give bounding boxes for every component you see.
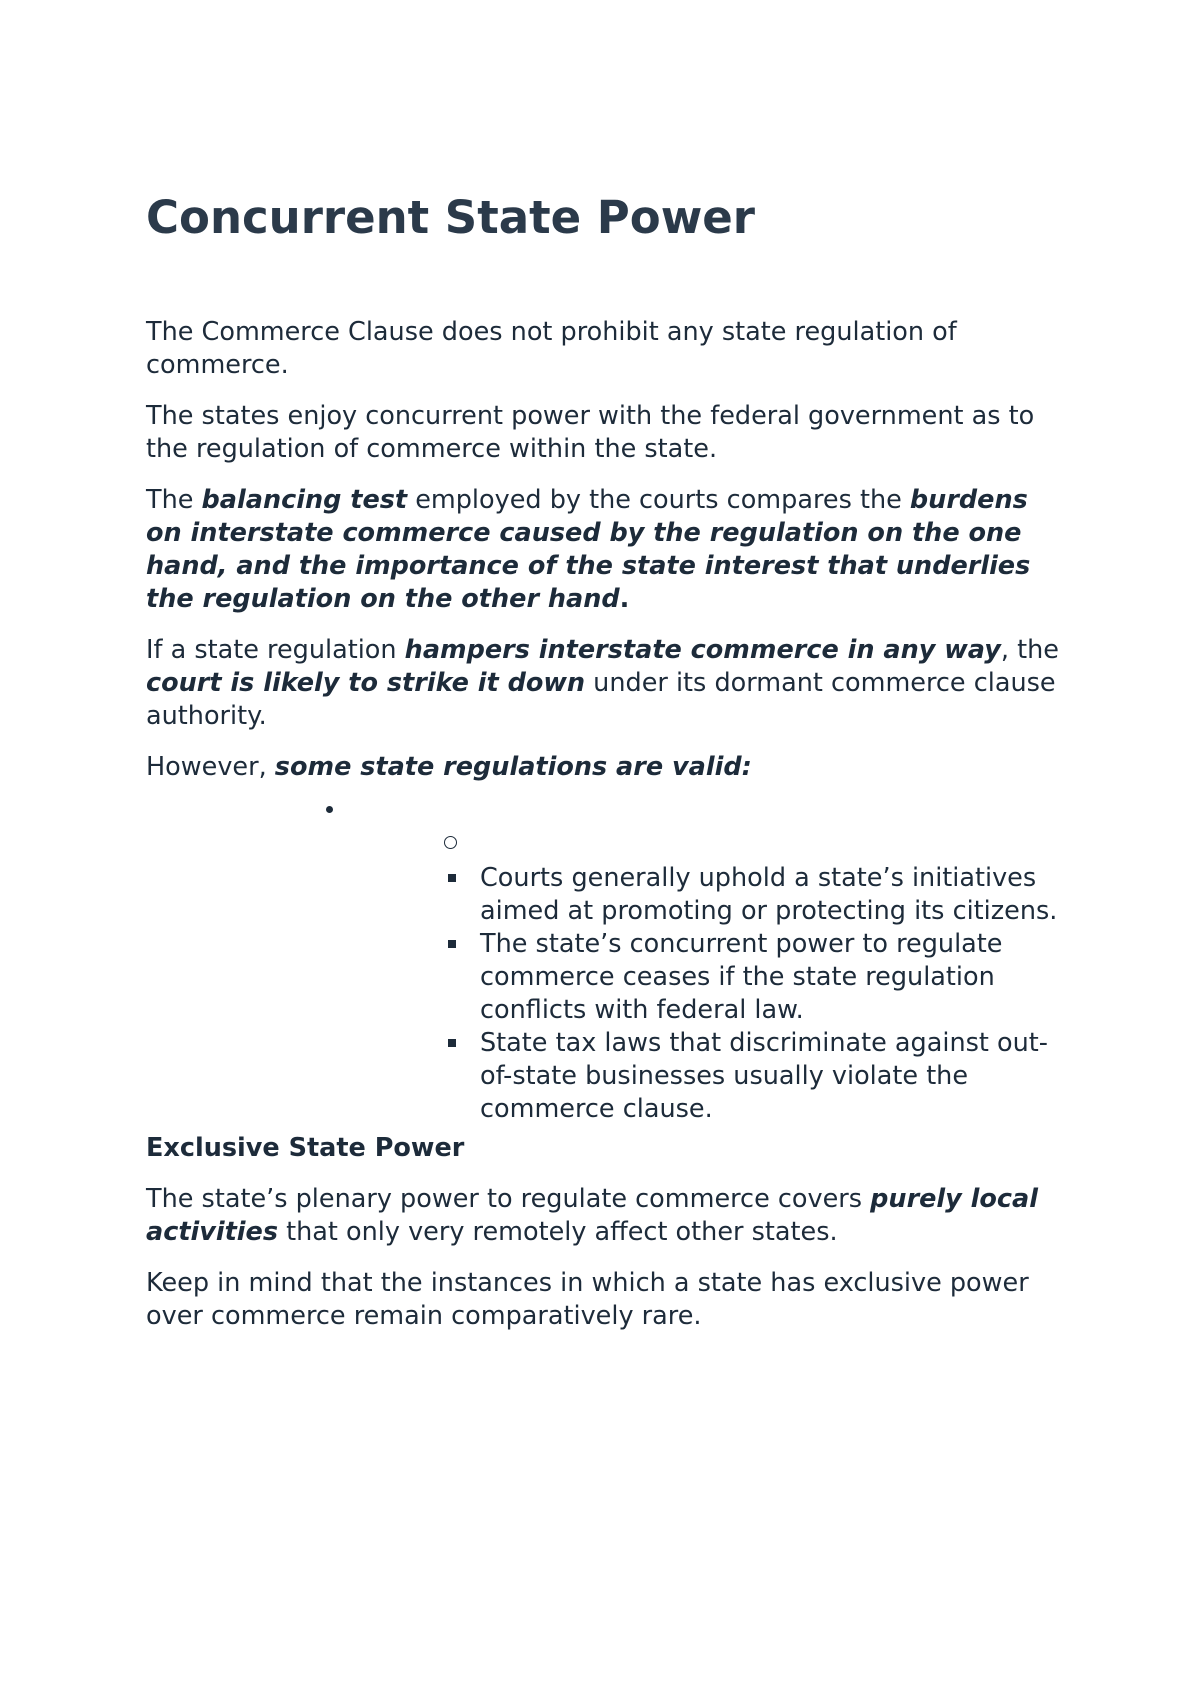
paragraph-3-emphasis-1: balancing test xyxy=(201,485,408,515)
paragraph-2: The states enjoy concurrent power with the federal government as to the regulation of commerce within the state. xyxy=(146,401,1035,464)
list-item-text: The state’s concurrent power to regulate commerce ceases if the state regulation conflicts with federal law. xyxy=(480,929,1003,1025)
paragraph-3-text-1: The xyxy=(146,485,202,515)
page-title: Concurrent State Power xyxy=(146,191,755,244)
square-bullet-icon xyxy=(448,1039,456,1047)
paragraph-6-text-1: The state’s plenary power to regulate commerce covers xyxy=(146,1184,871,1214)
paragraph-3-emphasis-2: burdens on interstate commerce caused by the regulation on the one hand, and the importance of the state interest that underlies the regulation on the other hand xyxy=(146,485,1031,614)
hollow-circle-bullet-icon xyxy=(444,836,457,849)
list-item-text: Courts generally uphold a state’s initiatives aimed at promoting or protecting its citizens. xyxy=(480,863,1058,926)
bullet-dot-icon xyxy=(326,806,333,813)
document-body xyxy=(146,190,1066,1351)
square-bullet-icon xyxy=(448,940,456,948)
paragraph-4-text-3: under its dormant commerce clause authority. xyxy=(146,668,1056,731)
paragraph-4-emphasis-1: hampers interstate commerce in any way xyxy=(404,635,1001,665)
paragraph-5-emphasis-1: some state regulations are valid: xyxy=(274,752,752,782)
empty-sub-bullet-item xyxy=(146,830,1066,862)
paragraph-6-text-2: that only very remotely affect other states. xyxy=(278,1217,838,1247)
paragraph-4 xyxy=(146,634,1066,733)
paragraph-3-text-2: employed by the courts compares the xyxy=(407,485,910,515)
square-bullet-icon xyxy=(448,874,456,882)
paragraph-4-text-1: If a state regulation xyxy=(146,635,405,665)
valid-regulations-list xyxy=(146,862,1066,1126)
empty-bullet-item xyxy=(146,794,1066,830)
paragraph-1: The Commerce Clause does not prohibit any state regulation of commerce. xyxy=(146,317,957,380)
paragraph-6-emphasis-1: purely local activities xyxy=(146,1184,1038,1247)
paragraph-4-text-2: , the xyxy=(1000,635,1059,665)
list-item xyxy=(146,928,1066,1027)
list-item xyxy=(146,1027,1066,1126)
paragraph-3-text-3: . xyxy=(619,584,630,614)
list-item-text: State tax laws that discriminate against out-of-state businesses usually violate the commerce clause. xyxy=(480,1028,1048,1124)
section-heading: Exclusive State Power xyxy=(146,1133,465,1163)
paragraph-5-text-1: However, xyxy=(146,752,275,782)
paragraph-5 xyxy=(146,751,1066,784)
paragraph-3 xyxy=(146,484,1066,616)
paragraph-4-emphasis-2: court is likely to strike it down xyxy=(146,668,586,698)
paragraph-6 xyxy=(146,1183,1066,1249)
list-item xyxy=(146,862,1066,928)
paragraph-7: Keep in mind that the instances in which a state has exclusive power over commerce remain comparatively rare. xyxy=(146,1268,1029,1331)
